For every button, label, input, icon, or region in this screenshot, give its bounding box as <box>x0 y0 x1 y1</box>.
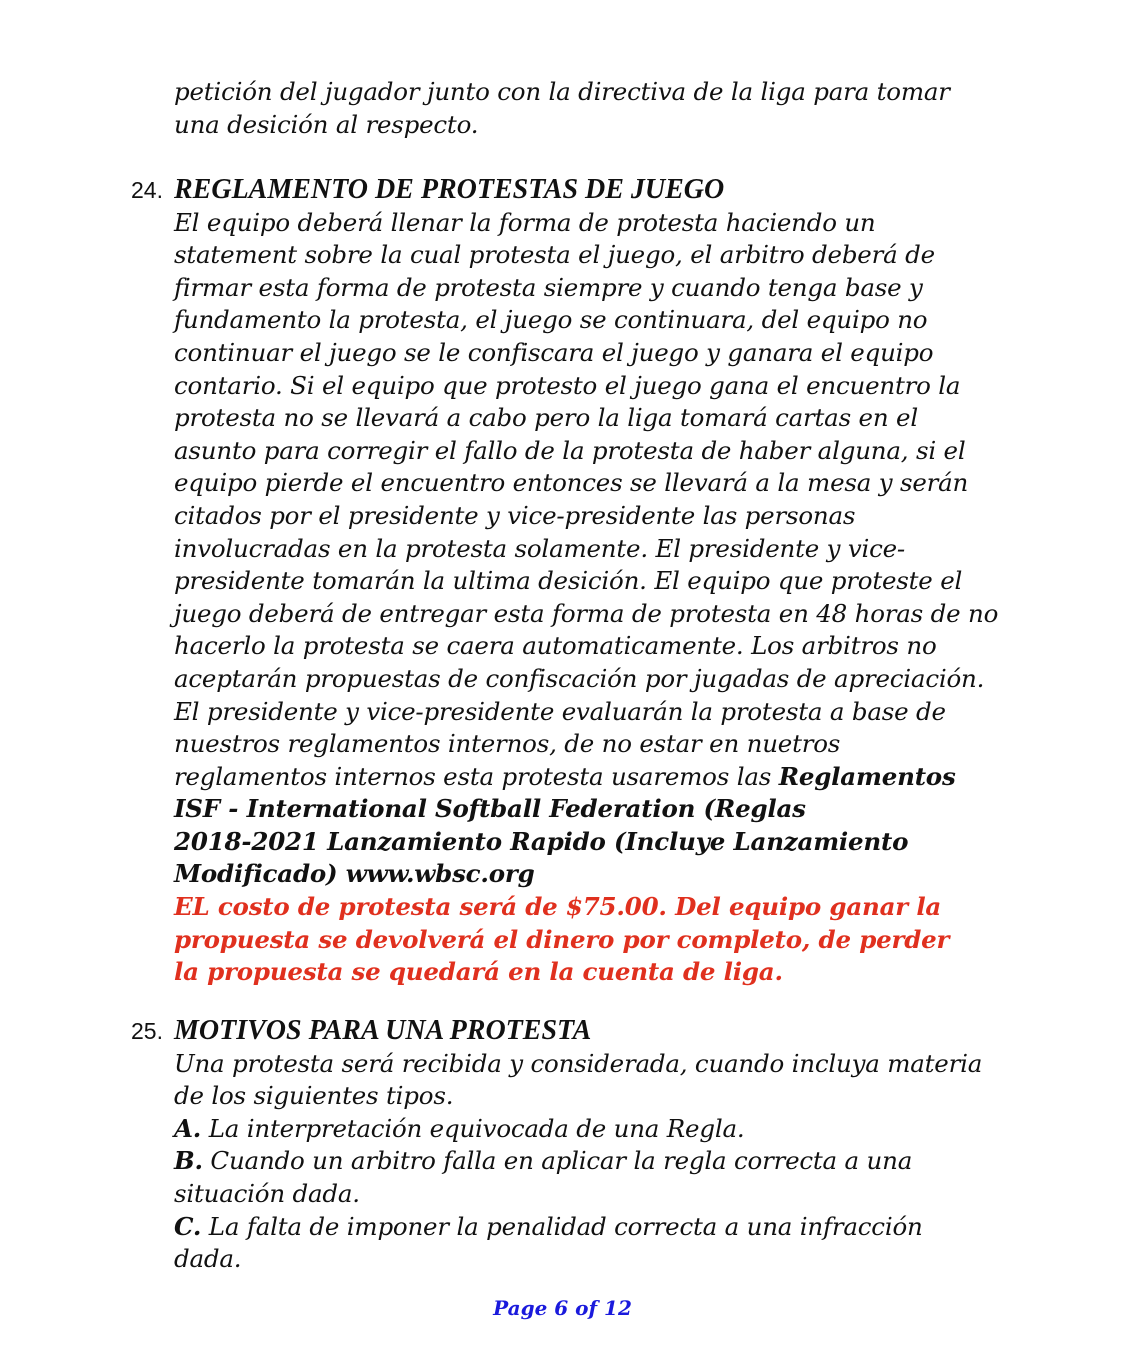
text-line: fundamento la protesta, el juego se continuara, del equipo no <box>174 305 928 335</box>
list-item-a <box>174 1113 974 1146</box>
bold-line: ISF - International Softball Federation (Reglas <box>174 794 806 824</box>
text-span: reglamentos internos esta protesta usaremos las <box>174 761 779 791</box>
item-text: La interpretación equivocada de una Regla. <box>201 1113 745 1143</box>
section-number: 24. <box>131 177 163 203</box>
item-label: A. <box>174 1113 202 1143</box>
item-label: C. <box>174 1211 202 1241</box>
page-number: Page 6 of 12 <box>493 1296 632 1320</box>
item-label: B. <box>174 1146 203 1176</box>
text-line: involucradas en la protesta solamente. El presidente y vice- <box>174 533 906 563</box>
list-item-c <box>174 1211 974 1244</box>
bold-span: Reglamentos <box>778 761 956 791</box>
text-line: firmar esta forma de protesta siempre y cuando tenga base y <box>174 272 923 302</box>
red-notice-line: propuesta se devolverá el dinero por completo, de perder <box>174 924 950 954</box>
section-25 <box>174 1015 983 1276</box>
red-notice-line: la propuesta se quedará en la cuenta de liga. <box>174 957 783 987</box>
text-line: asunto para corregir el fallo de la protesta de haber alguna, si el <box>174 435 966 465</box>
bold-line: Modificado) www.wbsc.org <box>174 859 535 889</box>
text-line: presidente tomarán la ultima desición. El equipo que proteste el <box>174 566 963 596</box>
text-line: Una protesta será recibida y considerada, cuando incluya materia <box>174 1048 983 1078</box>
text-line: petición del jugador junto con la directiva de la liga para tomar <box>174 77 950 106</box>
item-text: Cuando un arbitro falla en aplicar la regla correcta a una <box>202 1146 913 1176</box>
text-line: El presidente y vice-presidente evaluarán la protesta a base de <box>174 696 946 726</box>
section-number: 25. <box>131 1018 163 1044</box>
text-line: citados por el presidente y vice-presidente las personas <box>174 500 856 530</box>
intro-paragraph <box>174 76 974 141</box>
section-heading: REGLAMENTO DE PROTESTAS DE JUEGO <box>174 174 725 205</box>
text-line: continuar el juego se le confiscara el juego y ganara el equipo <box>174 337 934 367</box>
text-line: equipo pierde el encuentro entonces se llevará a la mesa y serán <box>174 468 969 498</box>
text-line: juego deberá de entregar esta forma de protesta en 48 horas de no <box>174 598 999 628</box>
text-line: una desición al respecto. <box>174 109 479 139</box>
text-line: dada. <box>174 1244 242 1274</box>
text-line: nuestros reglamentos internos, de no estar en nuetros <box>174 729 841 759</box>
section-24 <box>174 174 999 989</box>
text-line: aceptarán propuestas de confiscación por jugadas de apreciación. <box>174 663 985 693</box>
section-heading: MOTIVOS PARA UNA PROTESTA <box>174 1015 592 1046</box>
text-line <box>174 761 974 794</box>
text-line: situación dada. <box>174 1178 360 1208</box>
list-item-b <box>174 1145 974 1178</box>
text-line: statement sobre la cual protesta el juego, el arbitro deberá de <box>174 240 935 270</box>
text-line: El equipo deberá llenar la forma de protesta haciendo un <box>174 207 876 237</box>
item-text: La falta de imponer la penalidad correcta a una infracción <box>201 1211 923 1241</box>
text-line: de los siguientes tipos. <box>174 1081 454 1111</box>
red-notice-line: EL costo de protesta será de $75.00. Del equipo ganar la <box>174 892 942 922</box>
bold-line: 2018-2021 Lanzamiento Rapido (Incluye Lanzamiento <box>174 826 909 856</box>
text-line: hacerlo la protesta se caera automaticamente. Los arbitros no <box>174 631 937 661</box>
text-line: contario. Si el equipo que protesto el juego gana el encuentro la <box>174 370 961 400</box>
text-line: protesta no se llevará a cabo pero la liga tomará cartas en el <box>174 403 918 433</box>
